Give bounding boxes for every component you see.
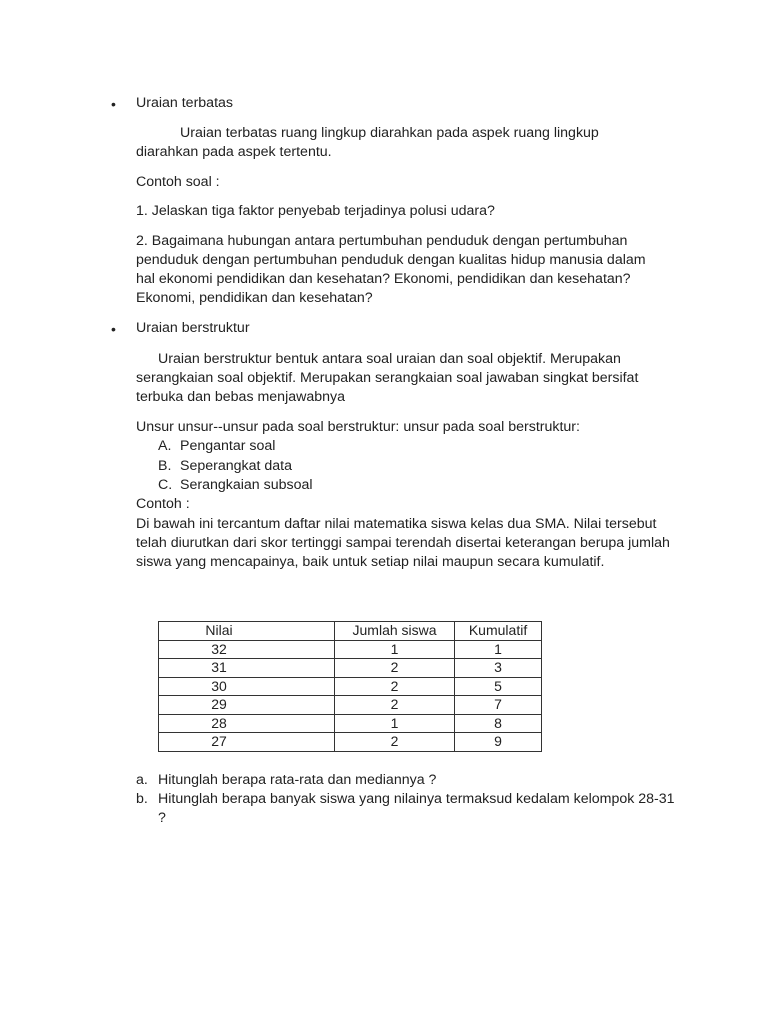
- bullet-icon: •: [111, 96, 116, 112]
- column-header: Nilai: [159, 622, 335, 641]
- table-row: [159, 696, 542, 715]
- table-cell: 1: [455, 640, 542, 659]
- table-row: [159, 733, 542, 752]
- paragraph-uraian-terbatas: Uraian terbatas ruang lingkup diarahkan pada aspek ruang lingkup diarahkan pada aspek tertentu.: [136, 125, 599, 160]
- table-cell: 1: [335, 640, 455, 659]
- section-heading-uraian-berstruktur: Uraian berstruktur: [136, 320, 250, 336]
- table-cell: 9: [455, 733, 542, 752]
- question-1: 1. Jelaskan tiga faktor penyebab terjadinya polusi udara?: [136, 203, 495, 219]
- unsur-list: [158, 437, 313, 496]
- list-item: A. Pengantar soal: [158, 438, 276, 454]
- list-item: C. Serangkaian subsoal: [158, 477, 313, 493]
- table-cell: 30: [159, 677, 335, 696]
- table-row: [159, 640, 542, 659]
- question-list: [136, 771, 678, 828]
- table-cell: 29: [159, 696, 335, 715]
- label-contoh: Contoh :: [136, 496, 190, 512]
- column-header: Jumlah siswa: [335, 622, 455, 641]
- table-row: [159, 714, 542, 733]
- table-cell: 32: [159, 640, 335, 659]
- table-cell: 5: [455, 677, 542, 696]
- nilai-table: [158, 621, 542, 752]
- table-cell: 2: [335, 696, 455, 715]
- paragraph-uraian-berstruktur: Uraian berstruktur bentuk antara soal uraian dan soal objektif. Merupakan serangkaian soal objektif. Merupakan serangkaian soal jawaban singkat bersifat terbuka dan bebas menjawabnya: [136, 351, 639, 405]
- paragraph-contoh: Di bawah ini tercantum daftar nilai matematika siswa kelas dua SMA. Nilai tersebut telah diurutkan dari skor tertinggi sampai terendah disertai keterangan berupa jumlah siswa yang mencapainya, baik untuk setiap nilai maupun secara kumulatif.: [136, 516, 670, 570]
- table-cell: 31: [159, 659, 335, 678]
- list-item: a. Hitunglah berapa rata-rata dan mediannya ?: [136, 772, 437, 788]
- label-contoh-soal: Contoh soal :: [136, 174, 220, 190]
- table-cell: 28: [159, 714, 335, 733]
- table-cell: 2: [335, 659, 455, 678]
- table-row: [159, 659, 542, 678]
- table-cell: 3: [455, 659, 542, 678]
- table-cell: 2: [335, 733, 455, 752]
- table-cell: 7: [455, 696, 542, 715]
- list-item: B. Seperangkat data: [158, 457, 293, 474]
- unsur-heading: Unsur unsur--unsur pada soal berstruktur: unsur pada soal berstruktur:: [136, 419, 580, 435]
- question-2: 2. Bagaimana hubungan antara pertumbuhan penduduk dengan pertumbuhan penduduk dengan pertumbuhan penduduk dengan kualitas hidup manusia dalam hal ekonomi pendidikan dan kesehatan? Ekonomi, pendidikan dan kesehatan? Ekonomi, pendidikan dan kesehatan?: [136, 233, 646, 306]
- table-cell: 8: [455, 714, 542, 733]
- column-header: Kumulatif: [455, 622, 542, 641]
- table-row: [159, 677, 542, 696]
- table-cell: 2: [335, 677, 455, 696]
- list-item: b. Hitunglah berapa banyak siswa yang nilainya termaksud kedalam kelompok 28-31 ?: [136, 791, 675, 826]
- table-cell: 1: [335, 714, 455, 733]
- section-heading-uraian-terbatas: Uraian terbatas: [136, 95, 233, 111]
- bullet-icon: •: [111, 321, 116, 337]
- table-header-row: [159, 622, 542, 641]
- table-cell: 27: [159, 733, 335, 752]
